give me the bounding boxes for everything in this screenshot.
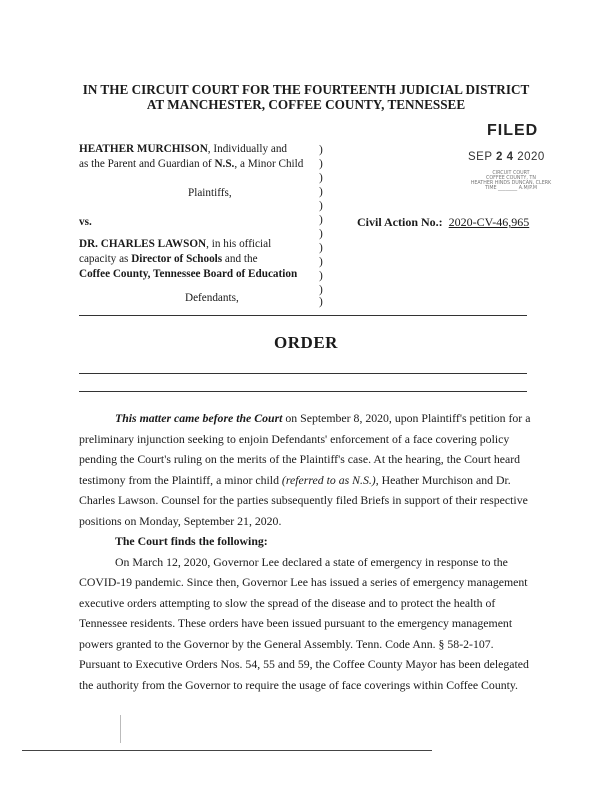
defendant-capacity: , in his official <box>206 238 272 250</box>
defendant-line1 <box>79 237 271 252</box>
caption-paren: ) <box>319 158 323 170</box>
defendant-title: Director of Schools <box>131 253 223 265</box>
versus-label <box>79 215 92 230</box>
stamp-time: TIME ________ A.M/P.M <box>484 186 538 191</box>
plaintiff-name: HEATHER MURCHISON <box>79 143 208 155</box>
order-title: ORDER <box>274 333 338 352</box>
filed-stamp: FILED <box>487 122 539 139</box>
court-heading-line2: AT MANCHESTER, COFFEE COUNTY, TENNESSEE <box>146 97 466 112</box>
matter-came-before: This matter came before the Court <box>115 411 283 425</box>
body-line <box>79 408 531 429</box>
body-line: positions on Monday, September 21, 2020. <box>79 513 282 528</box>
court-heading-line1: IN THE CIRCUIT COURT FOR THE FOURTEENTH JUDICIAL DISTRICT <box>82 82 530 97</box>
caption-paren: ) <box>319 296 323 308</box>
caption-paren: ) <box>319 144 323 156</box>
stamp-clerk: HEATHER HINDS DUNCAN, CLERK <box>470 181 552 186</box>
body-line: the authority from the Governor to require the usage of face coverings within Coffee County. <box>79 677 518 692</box>
stamp-county: COFFEE COUNTY, TN <box>486 176 536 181</box>
body-text: on September 8, 2020, upon Plaintiff's petition for a <box>282 411 531 425</box>
court-finds-heading <box>79 531 531 552</box>
body-line: COVID-19 pandemic. Since then, Governor Lee has issued a series of emergency management <box>79 575 528 589</box>
filed-year: 2020 <box>517 151 545 163</box>
body-line: Charles Lawson. Counsel for the parties subsequently filed Briefs in support of their respective <box>79 493 528 507</box>
plaintiff-line2 <box>79 157 303 172</box>
title-rule-bottom <box>79 391 527 392</box>
caption-rule <box>79 315 527 316</box>
caption-paren: ) <box>319 186 323 198</box>
body-line: Pursuant to Executive Orders Nos. 54, 55 and 59, the Coffee County Mayor has been delegated <box>79 657 529 671</box>
body-line: preliminary injunction seeking to enjoin Defendants' enforcement of a face covering policy <box>79 431 510 446</box>
bottom-rule <box>22 750 432 751</box>
caption-paren: ) <box>319 172 323 184</box>
body-text: testimony from the Plaintiff, a minor child <box>79 472 282 487</box>
defendant-name: DR. CHARLES LAWSON <box>79 238 207 250</box>
stamp-court: CIRCUIT COURT <box>492 171 530 176</box>
referred-as: (referred to as N.S.) <box>281 472 376 487</box>
caption-paren: ) <box>319 200 323 212</box>
body-line: Tennessee residents. These orders have been issued pursuant to the emergency management <box>79 616 513 630</box>
plaintiff-capacity: , Individually and <box>207 143 288 155</box>
caption-paren: ) <box>319 214 323 226</box>
filed-month: SEP <box>468 151 493 163</box>
defendant-line3 <box>79 267 297 282</box>
plaintiff-line1 <box>79 142 287 157</box>
scan-mark <box>120 715 121 743</box>
body-text: , Heather Murchison and Dr. <box>375 472 511 487</box>
caption-paren: ) <box>319 284 323 296</box>
plaintiff-guardian-text: as the Parent and Guardian of <box>79 158 215 170</box>
defendant-line2 <box>79 252 258 267</box>
civil-action <box>357 215 529 230</box>
plaintiffs-label: Plaintiffs, <box>188 187 232 199</box>
caption-paren: ) <box>319 228 323 240</box>
body-line: powers granted to the Governor by the General Assembly. Tenn. Code Ann. § 58-2-107. <box>79 636 494 651</box>
defendant-and-text: and the <box>222 253 258 265</box>
defendants-label: Defendants, <box>185 292 239 304</box>
filed-date <box>468 151 545 163</box>
filed-day: 2 4 <box>496 151 514 163</box>
board-of-education: Coffee County, Tennessee Board of Education <box>79 268 298 280</box>
body-line: executive orders attempting to slow the spread of the disease and to protect the health of <box>79 595 496 610</box>
civil-action-label: Civil Action No.: <box>357 215 443 229</box>
order-body <box>79 408 531 695</box>
minor-initials: N.S. <box>214 158 235 170</box>
caption-paren: ) <box>319 256 323 268</box>
caption-paren: ) <box>319 270 323 282</box>
caption-paren: ) <box>319 242 323 254</box>
minor-child-text: , a Minor Child <box>234 158 304 170</box>
court-finds-text: The Court finds the following: <box>115 534 268 548</box>
body-line <box>79 470 531 491</box>
body-line: On March 12, 2020, Governor Lee declared a state of emergency in response to the <box>115 554 508 569</box>
body-line: pending the Court's ruling on the merits of the Plaintiff's case. At the hearing, the Court heard <box>79 452 521 466</box>
title-rule-top <box>79 373 527 374</box>
vs-text: vs. <box>79 216 92 228</box>
civil-action-number: 2020-CV-46,965 <box>448 215 530 229</box>
defendant-capacity-text: capacity as <box>79 253 132 265</box>
